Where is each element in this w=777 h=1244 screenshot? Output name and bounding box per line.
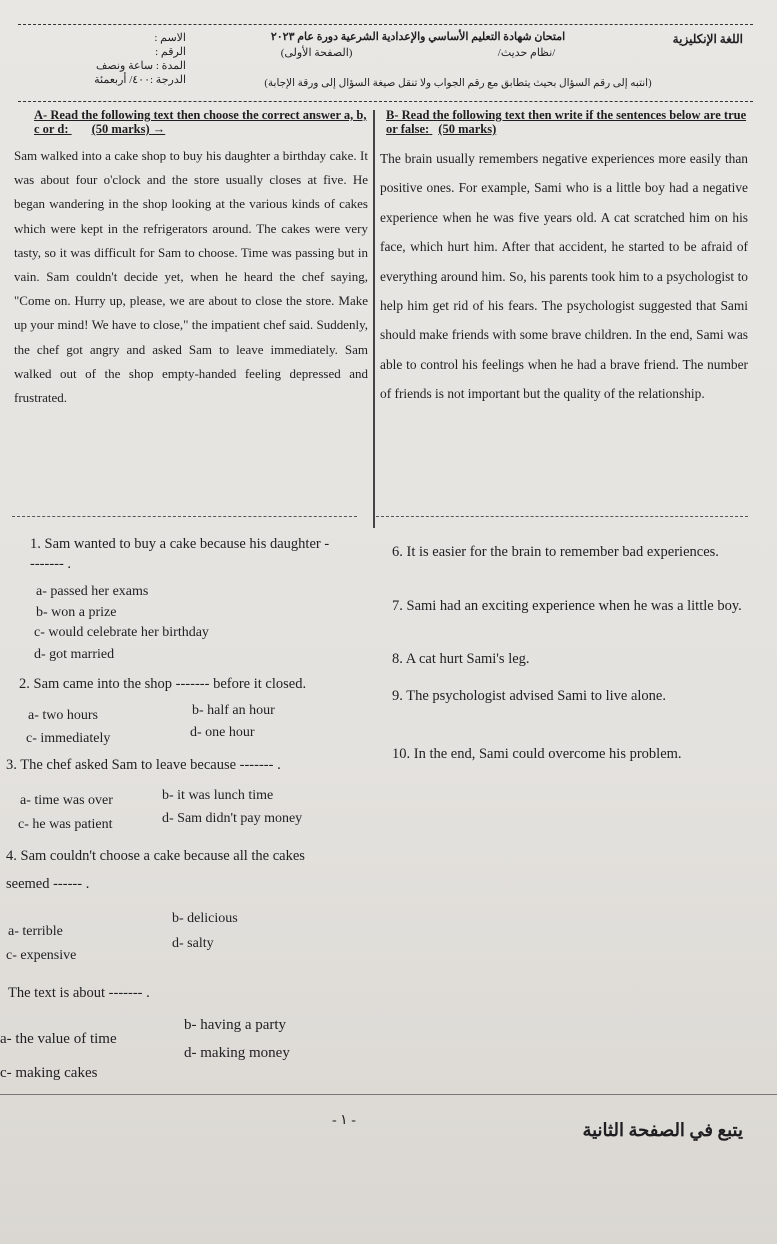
header-note: (انتبه إلى رقم السؤال بحيث يتطابق مع رقم الجواب ولا تنقل صيغة السؤال إلى ورقة الإجابة) — [264, 78, 652, 89]
question-1-stem: 1. Sam wanted to buy a cake because his daughter -------- . — [30, 536, 330, 572]
name-label: الاسم : — [154, 32, 186, 44]
exam-title: امتحان شهادة التعليم الأساسي والإعدادية الشرعية دورة عام ٢٠٢٣ — [270, 31, 566, 43]
question-1-option-c: c- would celebrate her birthday — [34, 625, 209, 640]
header-info-block — [66, 31, 186, 87]
header-subject-block — [673, 31, 743, 47]
question-3-option-b: b- it was lunch time — [162, 788, 274, 803]
grade-label: الدرجة :٤٠٠/ أربعمئة — [94, 74, 186, 86]
exam-header — [18, 24, 753, 102]
statement-10: 10. In the end, Sami could overcome his problem. — [392, 746, 682, 762]
page-label: (الصفحة الأولى) — [280, 47, 353, 59]
question-5-option-c: c- making cakes — [0, 1065, 98, 1081]
question-5-option-b: b- having a party — [184, 1017, 287, 1033]
question-5-option-d: d- making money — [184, 1045, 290, 1061]
question-3-stem: 3. The chef asked Sam to leave because ------- . — [6, 757, 281, 773]
question-2-option-c: c- immediately — [26, 731, 111, 746]
section-b-instruction: B- Read the following text then write if the sentences below are true or false: — [386, 108, 747, 136]
column-divider — [373, 110, 375, 528]
section-b-passage: The brain usually remembers negative experiences more easily than positive ones. For example, Sami who is a little boy had a negative experience when he was five years old. A cat scratched him on his face, which hurt him. After that accident, he started to be afraid of everything around him. So, his parents took him to a psychologist to help him get rid of his fears. The psychologist suggested that Sami should make friends with some brave children. In the end, Sami was able to control his feelings when he had a brave friend. The number of friends is not important but the quality of the relationship. — [380, 151, 748, 402]
question-2-option-d: d- one hour — [190, 725, 255, 740]
section-b-marks: (50 marks) — [438, 122, 497, 136]
section-b — [376, 108, 754, 409]
section-a-instruction: A- Read the following text then choose the correct answer a, b, c or d: — [34, 108, 367, 136]
page-bottom-line — [0, 1094, 777, 1095]
question-4-option-b: b- delicious — [172, 911, 238, 926]
statement-6: 6. It is easier for the brain to remember bad experiences. — [392, 544, 719, 560]
section-a — [12, 108, 372, 410]
question-4-option-c: c- expensive — [6, 948, 77, 963]
statement-8: 8. A cat hurt Sami's leg. — [392, 651, 530, 667]
question-1-option-a: a- passed her exams — [36, 584, 149, 599]
question-2-stem: 2. Sam came into the shop ------- before it closed. — [19, 676, 307, 692]
question-5-stem: The text is about ------- . — [8, 985, 150, 1001]
question-1-option-b: b- won a prize — [36, 605, 117, 620]
question-3-option-a: a- time was over — [20, 793, 113, 808]
header-title-block — [208, 29, 628, 61]
question-5-option-a: a- the value of time — [0, 1031, 117, 1047]
question-4-option-d: d- salty — [172, 936, 214, 951]
question-1-option-d: d- got married — [34, 647, 115, 662]
question-4-stem: 4. Sam couldn't choose a cake because all the cakes seemed ------ . — [6, 848, 305, 892]
section-a-title — [12, 108, 372, 136]
continue-note: يتبع في الصفحة الثانية — [582, 1120, 743, 1140]
system-label: /نظام حديث/ — [497, 47, 556, 59]
number-label: الرقم : — [155, 46, 186, 58]
page-number: - ١ - — [332, 1113, 356, 1128]
section-b-title — [376, 108, 754, 136]
question-2-option-b: b- half an hour — [192, 703, 275, 718]
section-a-passage: Sam walked into a cake shop to buy his daughter a birthday cake. It was about four o'clock and the store usually closes at five. He began wandering in the shop looking at the various kinds of cakes which were kept in the refrigerators around. The cakes were very tasty, so it was difficult for Sam to choose. Time was passing but in vain. Sam couldn't decide yet, when he heard the chef saying, "Come on. Hurry up, please, we are about to close the store. Make up your mind! We have to close," the impatient chef said. Suddenly, the chef got angry and asked Sam to leave immediately. Sam walked out of the shop empty-handed feeling depressed and frustrated. — [14, 148, 368, 406]
statement-7: 7. Sami had an exciting experience when he was a little boy. — [392, 598, 742, 614]
question-2-option-a: a- two hours — [28, 708, 98, 723]
statement-9: 9. The psychologist advised Sami to live alone. — [392, 688, 666, 704]
question-3-option-c: c- he was patient — [18, 817, 113, 832]
section-a-separator — [12, 516, 357, 517]
section-b-separator — [376, 516, 748, 517]
duration-label: المدة : ساعة ونصف — [96, 60, 186, 72]
question-4-option-a: a- terrible — [8, 924, 63, 939]
question-3-option-d: d- Sam didn't pay money — [162, 811, 303, 826]
subject-label: اللغة الإنكليزية — [672, 32, 743, 46]
section-a-marks: (50 marks) → — [91, 122, 166, 136]
